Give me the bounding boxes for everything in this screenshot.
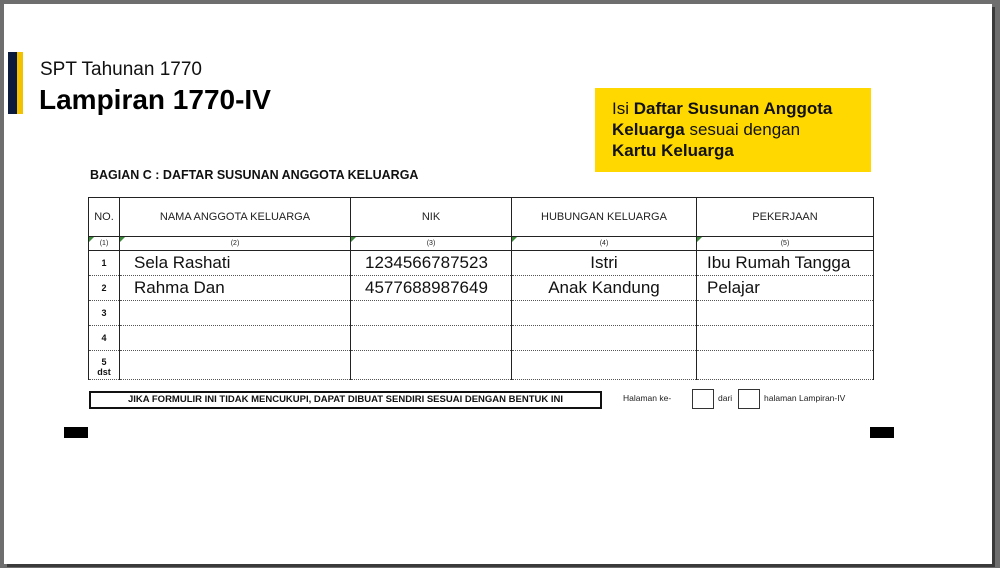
nik-cell[interactable]: [351, 351, 512, 380]
nama-cell[interactable]: [120, 351, 351, 380]
family-members-table: [88, 197, 874, 380]
registration-mark-right: [870, 427, 894, 438]
form-title: Lampiran 1770-IV: [39, 84, 271, 115]
index-label[interactable]: (5): [697, 237, 874, 251]
table-row: [89, 276, 874, 301]
nama-cell[interactable]: Sela Rashati: [120, 251, 351, 276]
index-label: (1): [89, 237, 120, 251]
pekerjaan-cell[interactable]: Ibu Rumah Tangga: [697, 251, 874, 276]
callout-text-2: Daftar Susunan Anggota: [633, 99, 833, 118]
table-header-row: [89, 198, 874, 237]
header-accent-bar: [8, 52, 17, 114]
nama-cell[interactable]: [120, 326, 351, 351]
instruction-callout: [595, 88, 871, 172]
lampiran-label: halaman Lampiran-IV: [764, 393, 846, 403]
form-page: [4, 4, 992, 564]
hubungan-cell[interactable]: [512, 326, 697, 351]
index-label[interactable]: (3): [351, 237, 512, 251]
nik-cell[interactable]: [351, 301, 512, 326]
form-note: JIKA FORMULIR INI TIDAK MENCUKUPI, DAPAT DIBUAT SENDIRI SESUAI DENGAN BENTUK INI: [89, 391, 602, 409]
page-number-input[interactable]: [692, 389, 714, 409]
dari-label: dari: [718, 393, 733, 403]
halaman-label: Halaman ke-: [623, 393, 672, 403]
header-no: NO.: [89, 198, 120, 237]
column-index-row: [89, 237, 874, 251]
row-number-dst: dst: [97, 367, 111, 377]
table-row: [89, 351, 874, 380]
nik-cell[interactable]: 1234566787523: [351, 251, 512, 276]
registration-mark-left: [64, 427, 88, 438]
callout-text-4: sesuai dengan: [684, 120, 801, 139]
nama-cell[interactable]: [120, 301, 351, 326]
nama-cell[interactable]: Rahma Dan: [120, 276, 351, 301]
index-label[interactable]: (2): [120, 237, 351, 251]
callout-text-5: Kartu Keluarga: [612, 141, 734, 160]
row-number: 4: [89, 326, 120, 351]
row-number: 2: [89, 276, 120, 301]
pekerjaan-cell[interactable]: [697, 301, 874, 326]
pekerjaan-cell[interactable]: [697, 351, 874, 380]
hubungan-cell[interactable]: Istri: [512, 251, 697, 276]
hubungan-cell[interactable]: [512, 351, 697, 380]
form-subtitle: SPT Tahunan 1770: [40, 59, 202, 80]
table-row: [89, 251, 874, 276]
total-pages-input[interactable]: [738, 389, 760, 409]
row-number-5: 5: [101, 357, 107, 367]
row-number: [89, 351, 120, 380]
hubungan-cell[interactable]: [512, 301, 697, 326]
hubungan-cell[interactable]: Anak Kandung: [512, 276, 697, 301]
table-row: [89, 326, 874, 351]
index-label[interactable]: (4): [512, 237, 697, 251]
callout-text-3: Keluarga: [612, 120, 685, 139]
callout-text-1: Isi: [612, 99, 634, 118]
row-number: 3: [89, 301, 120, 326]
nik-cell[interactable]: [351, 326, 512, 351]
table-row: [89, 301, 874, 326]
pekerjaan-cell[interactable]: [697, 326, 874, 351]
header-nama: NAMA ANGGOTA KELUARGA: [120, 198, 351, 237]
header-pekerjaan: PEKERJAAN: [697, 198, 874, 237]
header-hubungan: HUBUNGAN KELUARGA: [512, 198, 697, 237]
nik-cell[interactable]: 4577688987649: [351, 276, 512, 301]
pekerjaan-cell[interactable]: Pelajar: [697, 276, 874, 301]
section-title: BAGIAN C : DAFTAR SUSUNAN ANGGOTA KELUARGA: [90, 168, 419, 182]
row-number: 1: [89, 251, 120, 276]
header-nik: NIK: [351, 198, 512, 237]
